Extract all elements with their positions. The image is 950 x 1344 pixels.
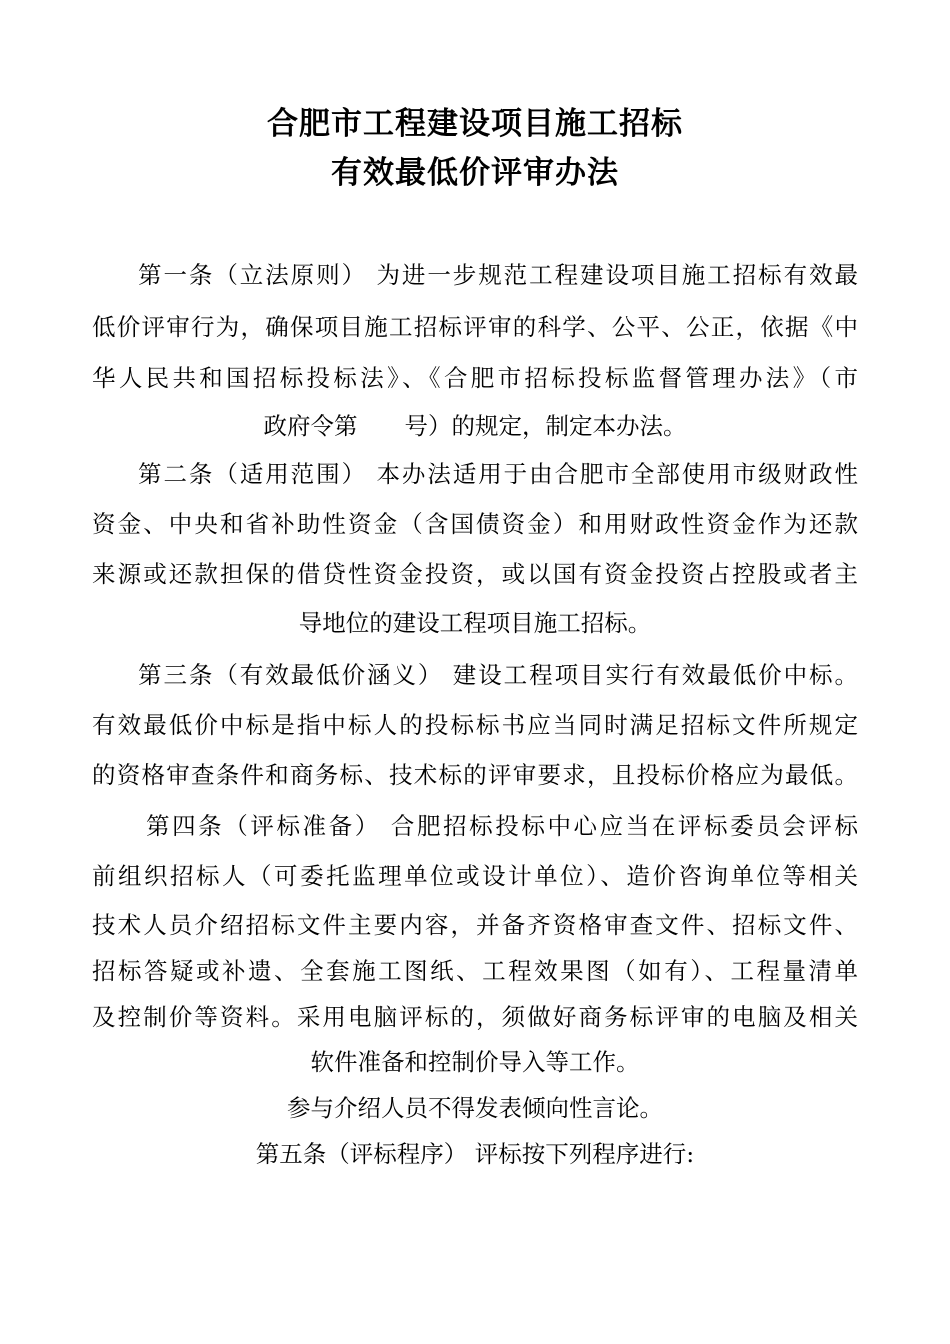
article-2-line-2: 资金、中央和省补助性资金（含国债资金）和用财政性资金作为还款 (92, 510, 858, 538)
article-1-line-3: 华人民共和国招标投标法》、《合肥市招标投标监督管理办法》（市 (92, 364, 858, 392)
article-2-line-1: 第二条（适用范围） 本办法适用于由合肥市全部使用市级财政性 (138, 460, 858, 488)
document-title-line-1: 合肥市工程建设项目施工招标 (267, 106, 683, 142)
article-4-line-6: 软件准备和控制价导入等工作。 (310, 1048, 640, 1076)
article-4-line-2: 前组织招标人（可委托监理单位或设计单位）、造价咨询单位等相关 (92, 862, 858, 890)
article-4-line-5: 及控制价等资料。采用电脑评标的，须做好商务标评审的电脑及相关 (92, 1003, 858, 1031)
article-1-line-1: 第一条（立法原则） 为进一步规范工程建设项目施工招标有效最 (138, 261, 858, 289)
article-2-line-3: 来源或还款担保的借贷性资金投资，或以国有资金投资占控股或者主 (92, 560, 858, 588)
article-3-line-2: 有效最低价中标是指中标人的投标标书应当同时满足招标文件所规定 (92, 711, 858, 739)
article-4-line-3: 技术人员介绍招标文件主要内容，并备齐资格审查文件、招标文件、 (92, 911, 858, 939)
document-title-line-2: 有效最低价评审办法 (331, 155, 619, 191)
article-1-line-4: 政府令第 号）的规定，制定本办法。 (263, 412, 687, 440)
article-1-line-2: 低价评审行为，确保项目施工招标评审的科学、公平、公正，依据《中 (92, 313, 858, 341)
article-3-line-1: 第三条（有效最低价涵义） 建设工程项目实行有效最低价中标。 (138, 661, 858, 689)
article-5-line-1: 第五条（评标程序） 评标按下列程序进行: (255, 1140, 695, 1168)
article-4-line-7: 参与介绍人员不得发表倾向性言论。 (287, 1094, 663, 1122)
article-3-line-3: 的资格审查条件和商务标、技术标的评审要求，且投标价格应为最低。 (92, 761, 858, 789)
article-4-line-1: 第四条（评标准备） 合肥招标投标中心应当在评标委员会评标 (146, 812, 858, 840)
article-2-line-4: 导地位的建设工程项目施工招标。 (298, 609, 652, 637)
article-4-line-4: 招标答疑或补遗、全套施工图纸、工程效果图（如有）、工程量清单 (92, 957, 858, 985)
